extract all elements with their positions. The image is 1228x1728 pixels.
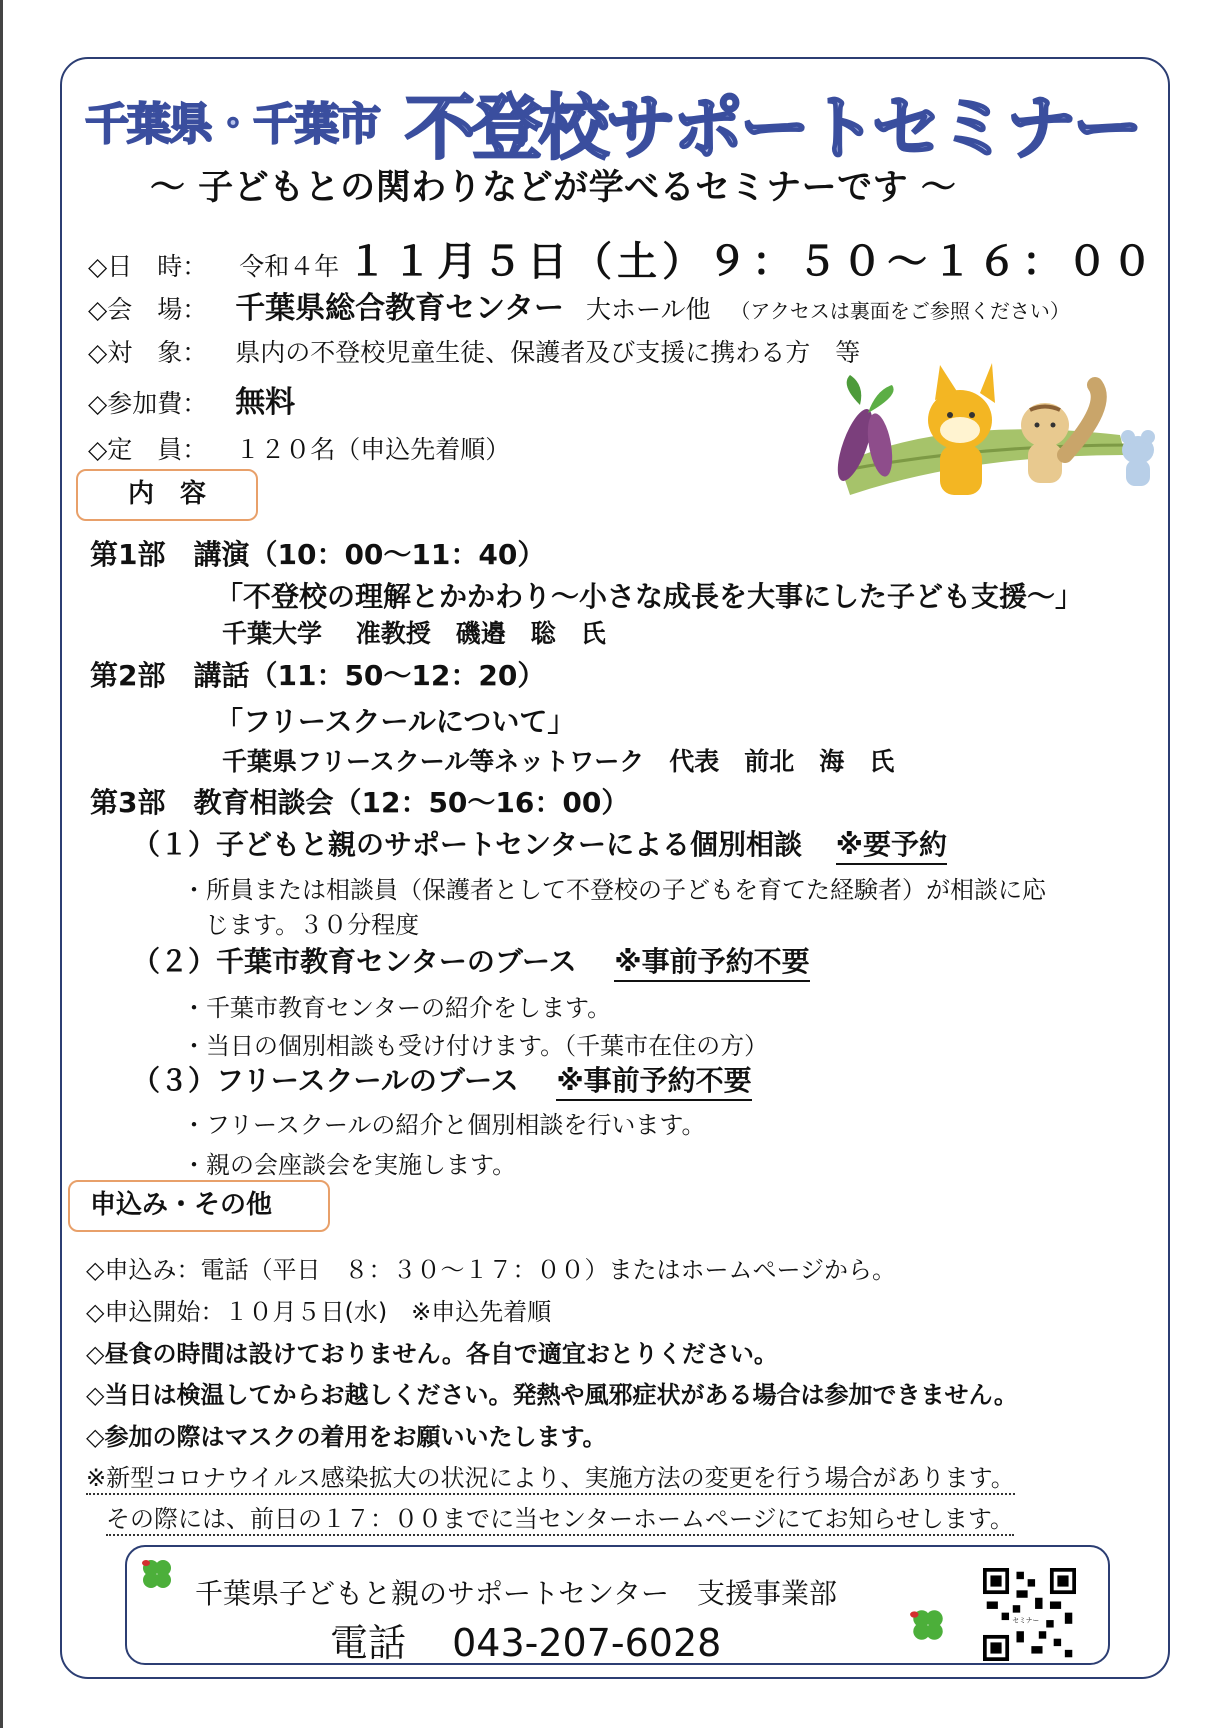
apply-heading: 申込み・その他 bbox=[68, 1180, 330, 1232]
target-value: 県内の不登校児童生徒、保護者及び支援に携わる方 等 bbox=[235, 338, 861, 367]
clover-icon bbox=[138, 1555, 176, 1593]
ladybug-icon bbox=[142, 1560, 150, 1566]
contact-org: 千葉県子どもと親のサポートセンター 支援事業部 bbox=[195, 1577, 838, 1610]
subtitle: ～ 子どもとの関わりなどが学べるセミナーです ～ bbox=[150, 168, 957, 208]
part1-speaker: 千葉大学 准教授 磯邉 聡 氏 bbox=[222, 619, 606, 648]
sub3-note: ※事前予約不要 bbox=[556, 1064, 751, 1101]
part2-speaker: 千葉県フリースクール等ネットワーク 代表 前北 海 氏 bbox=[222, 747, 895, 776]
datetime-row bbox=[88, 230, 1157, 287]
content-heading: 内 容 bbox=[76, 469, 258, 521]
sub1-note: ※要予約 bbox=[836, 828, 947, 865]
sub1-bullet-b: じます。３０分程度 bbox=[205, 911, 420, 939]
page-title: 不登校サポートセミナー bbox=[405, 87, 1140, 169]
sub3-bullet-1: ・フリースクールの紹介と個別相談を行います。 bbox=[182, 1111, 706, 1139]
part3-sub3 bbox=[132, 1059, 752, 1099]
datetime-value: １１月５日（土）９：５０～１６：００ bbox=[347, 239, 1158, 285]
target-row bbox=[88, 333, 860, 369]
apply-line-4: ◇当日は検温してからお越しください。発熱や風邪症状がある場合は参加できません。 bbox=[86, 1381, 1018, 1409]
venue-label: ◇会 場： bbox=[88, 295, 208, 324]
part2-title: 第2部 講話（11：50～12：20） bbox=[90, 659, 546, 692]
phone-number[interactable]: 043-207-6028 bbox=[452, 1621, 722, 1665]
part3-title: 第3部 教育相談会（12：50～16：00） bbox=[90, 786, 630, 819]
ladybug-icon bbox=[910, 1611, 918, 1617]
venue-room: 大ホール他 bbox=[585, 295, 711, 324]
fee-row bbox=[88, 377, 295, 421]
sub3-bullet-2: ・親の会座談会を実施します。 bbox=[182, 1151, 517, 1179]
fox-character bbox=[928, 363, 995, 495]
apply-line-6: ※新型コロナウイルス感染拡大の状況により、実施方法の変更を行う場合があります。 bbox=[86, 1458, 1015, 1495]
part1-lecture: 「不登校の理解とかかわり～小さな成長を大事にした子ども支援～」 bbox=[215, 580, 1084, 613]
animals-illustration bbox=[820, 345, 1180, 520]
chipmunk-character bbox=[1021, 385, 1099, 483]
sub3-title: （３）フリースクールのブース bbox=[132, 1064, 519, 1097]
apply-line-1: ◇申込み：電話（平日 ８：３０～１７：００）またはホームページから。 bbox=[86, 1256, 896, 1284]
sub2-note: ※事前予約不要 bbox=[614, 945, 809, 982]
clover-icon bbox=[908, 1605, 948, 1645]
apply-line-5: ◇参加の際はマスクの着用をお願いいたします。 bbox=[86, 1423, 607, 1451]
fee-label: ◇参加費： bbox=[88, 389, 208, 418]
sub2-title: （２）千葉市教育センターのブース bbox=[132, 945, 577, 978]
mouse-character bbox=[1121, 430, 1155, 486]
title-prefix: 千葉県・千葉市 bbox=[85, 99, 379, 150]
venue-note: （アクセスは裏面をご参照ください） bbox=[730, 299, 1070, 323]
sub2-bullet-1: ・千葉市教育センターの紹介をします。 bbox=[182, 994, 612, 1022]
part1-title: 第1部 講演（10：00～11：40） bbox=[90, 538, 546, 571]
sub1-bullet-a: ・所員または相談員（保護者として不登校の子どもを育てた経験者）が相談に応 bbox=[182, 876, 1046, 904]
apply-line-7: その際には、前日の１７：００までに当センターホームページにてお知らせします。 bbox=[106, 1499, 1014, 1536]
capacity-row bbox=[88, 430, 510, 466]
fee-value: 無料 bbox=[235, 385, 296, 420]
part3-sub1 bbox=[132, 823, 947, 863]
sub1-title: （１）子どもと親のサポートセンターによる個別相談 bbox=[132, 828, 803, 861]
apply-line-3: ◇昼食の時間は設けておりません。各自で適宜おとりください。 bbox=[86, 1340, 778, 1368]
page-edge bbox=[0, 0, 3, 1728]
sub2-bullet-2: ・当日の個別相談も受け付けます。（千葉市在住の方） bbox=[182, 1032, 769, 1060]
part2-lecture: 「フリースクールについて」 bbox=[215, 705, 576, 738]
venue-row bbox=[88, 283, 1070, 327]
target-label: ◇対 象： bbox=[88, 338, 208, 367]
qr-code[interactable] bbox=[983, 1568, 1076, 1661]
capacity-label: ◇定 員： bbox=[88, 435, 208, 464]
phone-label: 電話 bbox=[330, 1621, 407, 1665]
part3-sub2 bbox=[132, 940, 810, 980]
datetime-label: ◇日 時： bbox=[88, 252, 208, 281]
datetime-era: 令和４年 bbox=[239, 252, 340, 281]
contact-phone bbox=[330, 1612, 721, 1667]
apply-line-2: ◇申込開始：１０月５日(水) ※申込先着順 bbox=[86, 1298, 552, 1326]
qr-caption: セミナー bbox=[1012, 1616, 1040, 1625]
venue-name: 千葉県総合教育センター bbox=[235, 291, 564, 326]
capacity-value: １２０名（申込先着順） bbox=[235, 435, 511, 464]
